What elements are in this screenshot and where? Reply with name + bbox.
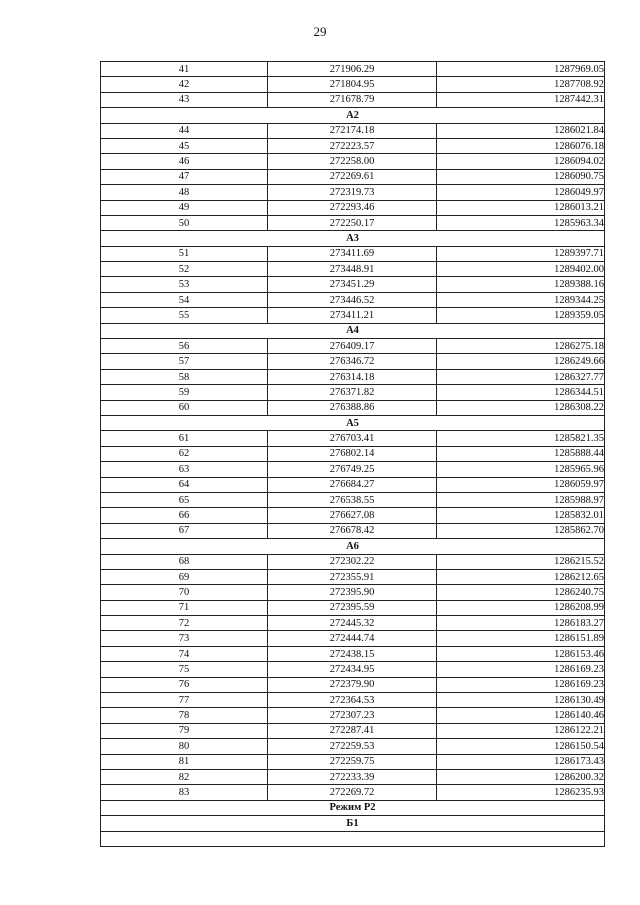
section-header-row — [101, 415, 605, 430]
section-header-row — [101, 800, 605, 815]
table-row — [101, 154, 605, 169]
y-coordinate-cell: 1286021.84 — [437, 123, 605, 138]
y-coordinate-cell: 1286200.32 — [437, 769, 605, 784]
y-coordinate-cell: 1286275.18 — [437, 339, 605, 354]
section-header-row — [101, 323, 605, 338]
table-row — [101, 277, 605, 292]
x-coordinate-cell: 272259.53 — [268, 739, 437, 754]
y-coordinate-cell: 1286235.93 — [437, 785, 605, 800]
x-coordinate-cell: 276749.25 — [268, 462, 437, 477]
x-coordinate-cell: 276678.42 — [268, 523, 437, 538]
y-coordinate-cell: 1289359.05 — [437, 308, 605, 323]
y-coordinate-cell: 1285832.01 — [437, 508, 605, 523]
y-coordinate-cell: 1286140.46 — [437, 708, 605, 723]
point-number-cell: 78 — [101, 708, 268, 723]
y-coordinate-cell: 1286090.75 — [437, 169, 605, 184]
x-coordinate-cell: 271906.29 — [268, 62, 437, 77]
point-number-cell: 62 — [101, 446, 268, 461]
table-row — [101, 508, 605, 523]
x-coordinate-cell: 272307.23 — [268, 708, 437, 723]
table-row — [101, 616, 605, 631]
x-coordinate-cell: 276703.41 — [268, 431, 437, 446]
x-coordinate-cell: 272355.91 — [268, 569, 437, 584]
table-row — [101, 369, 605, 384]
x-coordinate-cell: 271678.79 — [268, 92, 437, 107]
page-number: 29 — [313, 24, 327, 39]
table-row — [101, 600, 605, 615]
table-row — [101, 308, 605, 323]
table-row — [101, 662, 605, 677]
point-number-cell: 59 — [101, 385, 268, 400]
table-row — [101, 631, 605, 646]
x-coordinate-cell: 276314.18 — [268, 369, 437, 384]
table-row — [101, 339, 605, 354]
table-row — [101, 708, 605, 723]
point-number-cell: 60 — [101, 400, 268, 415]
point-number-cell: 53 — [101, 277, 268, 292]
x-coordinate-cell: 276388.86 — [268, 400, 437, 415]
y-coordinate-cell: 1285988.97 — [437, 492, 605, 507]
x-coordinate-cell: 272438.15 — [268, 646, 437, 661]
table-row — [101, 92, 605, 107]
table-row — [101, 200, 605, 215]
point-number-cell: 77 — [101, 693, 268, 708]
section-title: Б1 — [101, 816, 605, 831]
point-number-cell: 58 — [101, 369, 268, 384]
point-number-cell: 57 — [101, 354, 268, 369]
point-number-cell: 46 — [101, 154, 268, 169]
x-coordinate-cell: 272259.75 — [268, 754, 437, 769]
point-number-cell: 52 — [101, 262, 268, 277]
y-coordinate-cell: 1286059.97 — [437, 477, 605, 492]
table-row — [101, 523, 605, 538]
point-number-cell: 64 — [101, 477, 268, 492]
table-row — [101, 77, 605, 92]
section-title: А3 — [101, 231, 605, 246]
point-number-cell: 50 — [101, 215, 268, 230]
point-number-cell: 45 — [101, 138, 268, 153]
x-coordinate-cell: 272379.90 — [268, 677, 437, 692]
table-row — [101, 646, 605, 661]
point-number-cell: 47 — [101, 169, 268, 184]
x-coordinate-cell: 272445.32 — [268, 616, 437, 631]
y-coordinate-cell: 1286153.46 — [437, 646, 605, 661]
empty-row — [101, 831, 605, 846]
y-coordinate-cell: 1285888.44 — [437, 446, 605, 461]
section-title: А4 — [101, 323, 605, 338]
point-number-cell: 54 — [101, 292, 268, 307]
coordinates-table-body — [101, 62, 605, 847]
x-coordinate-cell: 273446.52 — [268, 292, 437, 307]
y-coordinate-cell: 1286208.99 — [437, 600, 605, 615]
y-coordinate-cell: 1285963.34 — [437, 215, 605, 230]
point-number-cell: 66 — [101, 508, 268, 523]
point-number-cell: 67 — [101, 523, 268, 538]
y-coordinate-cell: 1286173.43 — [437, 754, 605, 769]
section-title: А6 — [101, 539, 605, 554]
table-row — [101, 185, 605, 200]
x-coordinate-cell: 276371.82 — [268, 385, 437, 400]
point-number-cell: 74 — [101, 646, 268, 661]
y-coordinate-cell: 1286212.65 — [437, 569, 605, 584]
table-row — [101, 169, 605, 184]
table-row — [101, 693, 605, 708]
y-coordinate-cell: 1286240.75 — [437, 585, 605, 600]
point-number-cell: 75 — [101, 662, 268, 677]
table-row — [101, 723, 605, 738]
y-coordinate-cell: 1289388.16 — [437, 277, 605, 292]
y-coordinate-cell: 1289402.00 — [437, 262, 605, 277]
x-coordinate-cell: 272395.59 — [268, 600, 437, 615]
y-coordinate-cell: 1287969.05 — [437, 62, 605, 77]
x-coordinate-cell: 272269.61 — [268, 169, 437, 184]
y-coordinate-cell: 1285965.96 — [437, 462, 605, 477]
point-number-cell: 49 — [101, 200, 268, 215]
table-row — [101, 462, 605, 477]
table-row — [101, 62, 605, 77]
y-coordinate-cell: 1286076.18 — [437, 138, 605, 153]
table-row — [101, 477, 605, 492]
point-number-cell: 61 — [101, 431, 268, 446]
y-coordinate-cell: 1286169.23 — [437, 662, 605, 677]
point-number-cell: 72 — [101, 616, 268, 631]
y-coordinate-cell: 1285821.35 — [437, 431, 605, 446]
x-coordinate-cell: 272319.73 — [268, 185, 437, 200]
table-row — [101, 785, 605, 800]
table-row — [101, 262, 605, 277]
table-row — [101, 354, 605, 369]
point-number-cell: 43 — [101, 92, 268, 107]
point-number-cell: 41 — [101, 62, 268, 77]
point-number-cell: 48 — [101, 185, 268, 200]
x-coordinate-cell: 272293.46 — [268, 200, 437, 215]
y-coordinate-cell: 1286249.66 — [437, 354, 605, 369]
table-row — [101, 138, 605, 153]
section-header-row — [101, 539, 605, 554]
x-coordinate-cell: 272223.57 — [268, 138, 437, 153]
y-coordinate-cell: 1286327.77 — [437, 369, 605, 384]
x-coordinate-cell: 272233.39 — [268, 769, 437, 784]
table-row — [101, 292, 605, 307]
y-coordinate-cell: 1286169.23 — [437, 677, 605, 692]
point-number-cell: 76 — [101, 677, 268, 692]
x-coordinate-cell: 272174.18 — [268, 123, 437, 138]
x-coordinate-cell: 271804.95 — [268, 77, 437, 92]
point-number-cell: 81 — [101, 754, 268, 769]
table-row — [101, 677, 605, 692]
section-title: А5 — [101, 415, 605, 430]
x-coordinate-cell: 272287.41 — [268, 723, 437, 738]
point-number-cell: 42 — [101, 77, 268, 92]
point-number-cell: 69 — [101, 569, 268, 584]
y-coordinate-cell: 1287442.31 — [437, 92, 605, 107]
y-coordinate-cell: 1286215.52 — [437, 554, 605, 569]
x-coordinate-cell: 276684.27 — [268, 477, 437, 492]
y-coordinate-cell: 1286344.51 — [437, 385, 605, 400]
x-coordinate-cell: 272395.90 — [268, 585, 437, 600]
x-coordinate-cell: 276627.08 — [268, 508, 437, 523]
x-coordinate-cell: 272444.74 — [268, 631, 437, 646]
y-coordinate-cell: 1287708.92 — [437, 77, 605, 92]
table-row — [101, 446, 605, 461]
point-number-cell: 80 — [101, 739, 268, 754]
point-number-cell: 68 — [101, 554, 268, 569]
point-number-cell: 71 — [101, 600, 268, 615]
table-row — [101, 492, 605, 507]
table-row — [101, 585, 605, 600]
empty-cell — [101, 831, 605, 846]
x-coordinate-cell: 273451.29 — [268, 277, 437, 292]
point-number-cell: 83 — [101, 785, 268, 800]
x-coordinate-cell: 272434.95 — [268, 662, 437, 677]
x-coordinate-cell: 273411.69 — [268, 246, 437, 261]
y-coordinate-cell: 1289344.25 — [437, 292, 605, 307]
table-row — [101, 769, 605, 784]
x-coordinate-cell: 272258.00 — [268, 154, 437, 169]
coordinates-table — [100, 61, 605, 847]
table-row — [101, 754, 605, 769]
table-row — [101, 123, 605, 138]
point-number-cell: 51 — [101, 246, 268, 261]
y-coordinate-cell: 1285862.70 — [437, 523, 605, 538]
point-number-cell: 56 — [101, 339, 268, 354]
table-row — [101, 385, 605, 400]
y-coordinate-cell: 1289397.71 — [437, 246, 605, 261]
point-number-cell: 65 — [101, 492, 268, 507]
section-header-row — [101, 108, 605, 123]
x-coordinate-cell: 272250.17 — [268, 215, 437, 230]
point-number-cell: 82 — [101, 769, 268, 784]
x-coordinate-cell: 276538.55 — [268, 492, 437, 507]
x-coordinate-cell: 276802.14 — [268, 446, 437, 461]
y-coordinate-cell: 1286183.27 — [437, 616, 605, 631]
x-coordinate-cell: 276409.17 — [268, 339, 437, 354]
y-coordinate-cell: 1286150.54 — [437, 739, 605, 754]
y-coordinate-cell: 1286308.22 — [437, 400, 605, 415]
y-coordinate-cell: 1286151.89 — [437, 631, 605, 646]
y-coordinate-cell: 1286122.21 — [437, 723, 605, 738]
table-row — [101, 215, 605, 230]
point-number-cell: 44 — [101, 123, 268, 138]
point-number-cell: 55 — [101, 308, 268, 323]
x-coordinate-cell: 272269.72 — [268, 785, 437, 800]
table-row — [101, 569, 605, 584]
x-coordinate-cell: 276346.72 — [268, 354, 437, 369]
x-coordinate-cell: 273411.21 — [268, 308, 437, 323]
table-row — [101, 400, 605, 415]
point-number-cell: 63 — [101, 462, 268, 477]
table-row — [101, 554, 605, 569]
point-number-cell: 70 — [101, 585, 268, 600]
table-row — [101, 246, 605, 261]
section-title: А2 — [101, 108, 605, 123]
x-coordinate-cell: 272302.22 — [268, 554, 437, 569]
section-header-row — [101, 231, 605, 246]
y-coordinate-cell: 1286049.97 — [437, 185, 605, 200]
y-coordinate-cell: 1286013.21 — [437, 200, 605, 215]
y-coordinate-cell: 1286094.02 — [437, 154, 605, 169]
section-title: Режим Р2 — [101, 800, 605, 815]
x-coordinate-cell: 272364.53 — [268, 693, 437, 708]
point-number-cell: 73 — [101, 631, 268, 646]
x-coordinate-cell: 273448.91 — [268, 262, 437, 277]
y-coordinate-cell: 1286130.49 — [437, 693, 605, 708]
section-header-row — [101, 816, 605, 831]
point-number-cell: 79 — [101, 723, 268, 738]
table-row — [101, 431, 605, 446]
table-row — [101, 739, 605, 754]
